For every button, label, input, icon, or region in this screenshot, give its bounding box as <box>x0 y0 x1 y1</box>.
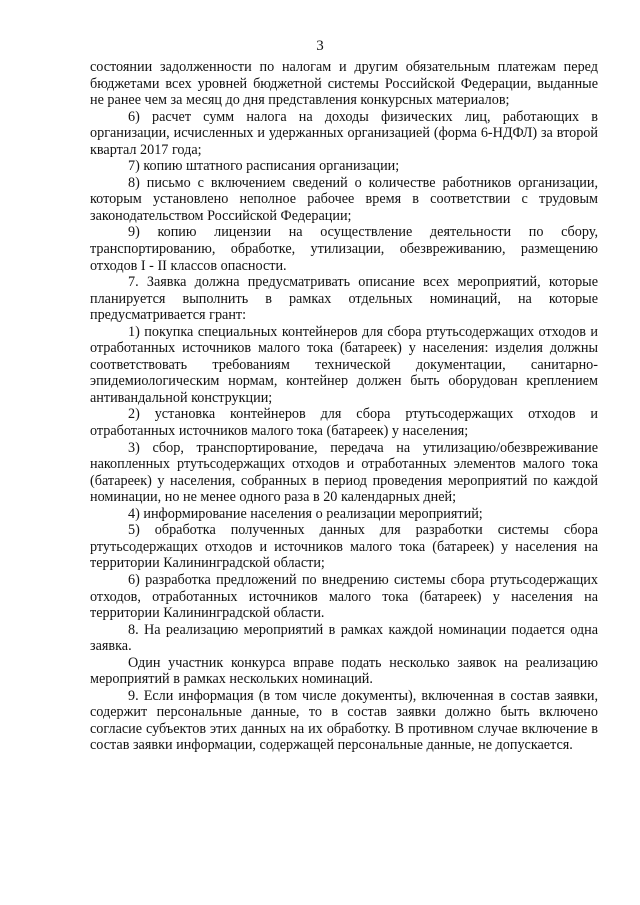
paragraph-measure-1: 1) покупка специальных контейнеров для сбора ртутьсодержащих отходов и отработанных источников малого тока (батареек) у населения: изделия должны соответствовать требованиям технической документации, санитарно-эпидемиологическим нормам, контейнер должен быть оборудован креплением антивандальной конструкции; <box>90 323 598 406</box>
paragraph-item-7-staff-schedule: 7) копию штатного расписания организации; <box>128 158 400 175</box>
page-number: 3 <box>316 38 324 54</box>
paragraph-measure-6: 6) разработка предложений по внедрению системы сбора ртутьсодержащих отходов, отработанных источников малого тока (батареек) у населения на территории Калининградской области. <box>90 571 598 622</box>
paragraph-item-9-license: 9) копию лицензии на осуществление деятельности по сбору, транспортированию, обработке, утилизации, обезвреживанию, размещению отходов I - II классов опасности. <box>90 224 598 274</box>
paragraph-section-9: 9. Если информация (в том числе документы), включенная в состав заявки, содержит персональные данные, то в состав заявки должно быть включено согласие субъектов этих данных на их обработку. В противном случае включение в состав заявки информации, содержащей персональные данные, не допускается. <box>90 687 598 754</box>
paragraph-measure-2: 2) установка контейнеров для сбора ртутьсодержащих отходов и отработанных источников малого тока (батареек) у населения; <box>90 406 598 440</box>
paragraph-section-8: 8. На реализацию мероприятий в рамках каждой номинации подается одна заявка. <box>90 621 598 655</box>
paragraph-section-7: 7. Заявка должна предусматривать описание всех мероприятий, которые планируется выполнить в рамках отдельных номинаций, на которые предусматривается грант: <box>90 274 598 324</box>
paragraph-continuation: состоянии задолженности по налогам и другим обязательным платежам перед бюджетами всех уровней бюджетной системы Российской Федерации, выданные не ранее чем за месяц до дня представления конкурсных материалов; <box>90 59 598 109</box>
paragraph-measure-4: 4) информирование населения о реализации мероприятий; <box>128 505 483 522</box>
document-body <box>90 59 598 754</box>
paragraph-measure-3: 3) сбор, транспортирование, передача на утилизацию/обезвреживание накопленных ртутьсодержащих отходов и отработанных элементов малого тока (батареек) у населения, собранных в период проведения мероприятий по каждой номинации, но не менее одного раза в 20 календарных дней; <box>90 439 598 506</box>
paragraph-multiple-applications: Один участник конкурса вправе подать несколько заявок на реализацию мероприятий в рамках нескольких номинаций. <box>90 654 598 688</box>
paragraph-measure-5: 5) обработка полученных данных для разработки системы сбора ртутьсодержащих отходов и источников малого тока (батареек) у населения на территории Калининградской области; <box>90 522 598 572</box>
paragraph-item-6-ndfl: 6) расчет сумм налога на доходы физических лиц, работающих в организации, исчисленных и удержанных организацией (форма 6-НДФЛ) за второй квартал 2017 года; <box>90 108 598 158</box>
paragraph-item-8-letter: 8) письмо с включением сведений о количестве работников организации, которым установлено неполное рабочее время в соответствии с трудовым законодательством Российской Федерации; <box>90 174 598 224</box>
